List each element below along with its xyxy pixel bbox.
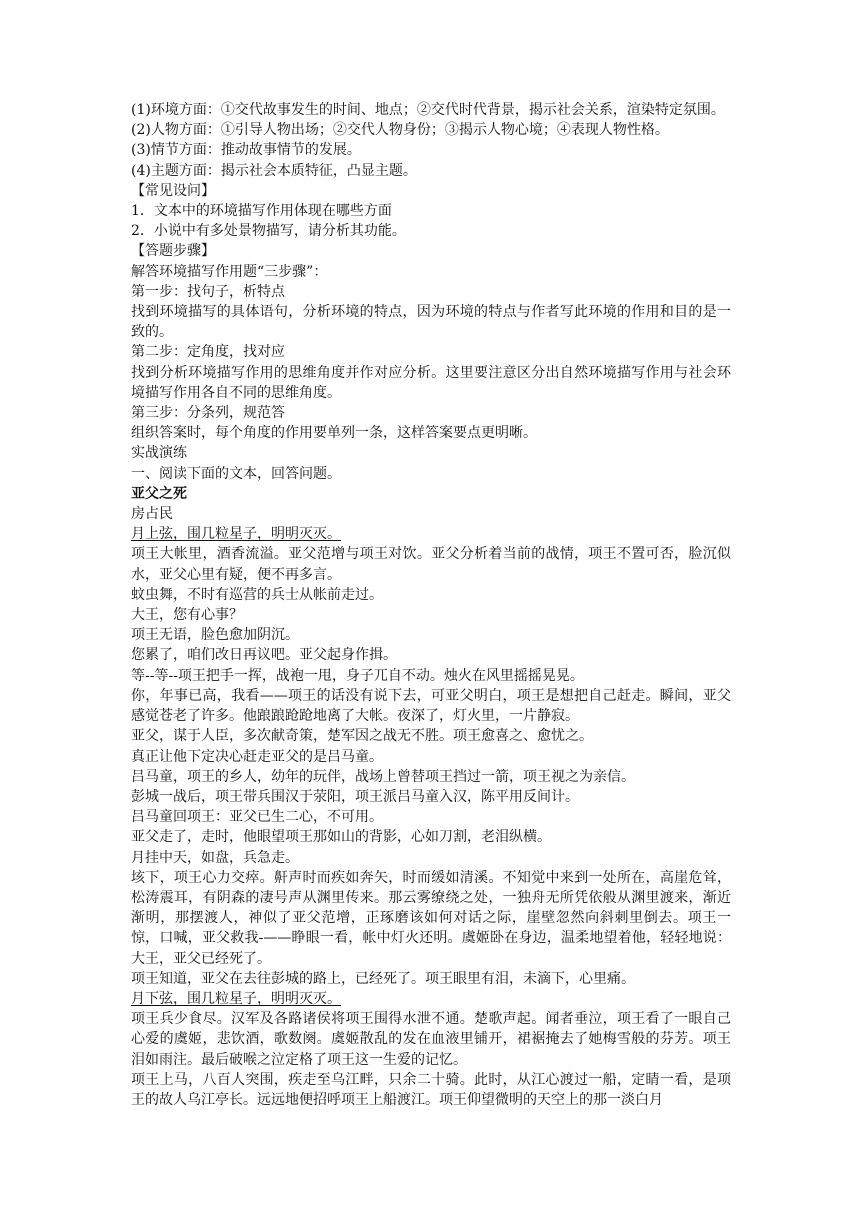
step-1-body: 找到环境描写的具体语句，分析环境的特点，因为环境的特点与作者写此环境的作用和目的是一致的。 [131, 304, 731, 341]
story-paragraph-14: 亚父走了，走时，他眼望项王那如山的背影，心如刀割，老泪纵横。 [131, 829, 551, 846]
question-2: 2．小说中有多处景物描写，请分析其功能。 [131, 223, 406, 240]
paragraph-plot-role: (3)情节方面：推动故事情节的发展。 [131, 142, 361, 159]
story-paragraph-5: 项王无语，脸色愈加阴沉。 [131, 627, 299, 644]
story-paragraph-9: 亚父，谋于人臣，多次献奇策，楚军因之战无不胜。项王愈喜之、愈忧之。 [131, 728, 593, 745]
paragraph-theme-role: (4)主题方面：揭示社会本质特征，凸显主题。 [131, 162, 417, 179]
step-2-body: 找到分析环境描写作用的思维角度并作对应分析。这里要注意区分出自然环境描写作用与社会环境描写作用各自不同的思维角度。 [131, 364, 731, 401]
story-paragraph-10: 真正让他下定决心赶走亚父的是吕马童。 [131, 748, 383, 765]
three-steps-intro: 解答环境描写作用题“三步骤”： [131, 263, 328, 280]
section-heading-common-questions: 【常见设问】 [131, 182, 215, 199]
document-page [131, 100, 731, 1110]
step-2-title: 第二步：定角度，找对应 [131, 344, 285, 361]
paragraph-character-role: (2)人物方面：①引导人物出场；②交代人物身份；③揭示人物心境；④表现人物性格。 [131, 122, 669, 139]
story-paragraph-13: 吕马童回项王：亚父已生二心，不可用。 [131, 809, 383, 826]
practice-heading: 实战演练 [131, 445, 187, 462]
story-paragraph-19: 项王兵少食尽。汉军及各路诸侯将项王围得水泄不通。楚歌声起。闻者垂泣，项王看了一眼自己心爱的虞姬，悲饮酒，歌数阕。虞姬散乱的发在血液里铺开，裙裾掩去了她梅雪般的芬芳。项王泪如雨注。最后破喉之泣定格了项王这一生爱的记忆。 [131, 1011, 731, 1068]
underlined-moon-sentence-2: 月下弦，围几粒星子，明明灭灭。 [131, 990, 341, 1007]
underlined-moon-sentence-1: 月上弦，围几粒星子，明明灭灭。 [131, 526, 341, 543]
story-author: 房占民 [131, 506, 173, 523]
story-paragraph-2: 项王大帐里，酒香流溢。亚父范增与项王对饮。亚父分析着当前的战情，项王不置可否，脸沉似水，亚父心里有疑，便不再多言。 [131, 546, 731, 583]
step-3-title: 第三步：分条列，规范答 [131, 405, 285, 422]
reading-instruction: 一、阅读下面的文本，回答问题。 [131, 465, 341, 482]
story-paragraph-12: 彭城一战后，项王带兵围汉于荥阳，项王派吕马童入汉，陈平用反间计。 [131, 788, 579, 805]
step-3-body: 组织答案时，每个角度的作用要单列一条，这样答案要点更明晰。 [131, 425, 537, 442]
story-paragraph-18 [131, 989, 731, 1009]
paragraph-environment-role: (1)环境方面：①交代故事发生的时间、地点；②交代时代背景，揭示社会关系，渲染特定氛围。 [131, 102, 725, 118]
step-1-title: 第一步：找句子，析特点 [131, 283, 285, 300]
story-paragraph-1 [131, 524, 731, 544]
story-title: 亚父之死 [131, 485, 187, 502]
story-paragraph-20: 项王上马，八百人突围，疾走至乌江畔，只余二十骑。此时，从江心渡过一船，定睛一看，是项王的故人乌江亭长。远远地便招呼项王上船渡江。项王仰望微明的天空上的那一淡白月 [131, 1071, 731, 1108]
story-paragraph-4: 大王，您有心事？ [131, 607, 243, 624]
story-paragraph-6: 您累了，咱们改日再议吧。亚父起身作揖。 [131, 647, 397, 664]
section-heading-answer-steps: 【答题步骤】 [131, 243, 215, 260]
story-paragraph-8: 你，年事已高，我看——项王的话没有说下去，可亚父明白，项王是想把自己赶走。瞬间，亚父感觉苍老了许多。他踉踉跄跄地离了大帐。夜深了，灯火里，一片静寂。 [131, 687, 731, 725]
question-1: 1．文本中的环境描写作用体现在哪些方面 [131, 203, 392, 220]
story-paragraph-15: 月挂中天，如盘，兵急走。 [131, 849, 299, 866]
story-paragraph-16: 垓下，项王心力交瘁。鼾声时而疾如奔矢，时而缓如清溪。不知觉中来到一处所在，高崖危耸，松涛震耳，有阴森的凄号声从渊里传来。那云雾缭绕之处，一独舟无所凭依般从渊里渡来，渐近渐明，那摆渡人，神似了亚父范增，正琢磨该如何对话之际，崖壁忽然向斜刺里倒去。项王一惊，口喊，亚父救我-——睁眼一看，帐中灯火还明。虞姬卧在身边，温柔地望着他，轻轻地说：大王，亚父已经死了。 [131, 869, 731, 967]
story-paragraph-17: 项王知道，亚父在去往彭城的路上，已经死了。项王眼里有泪，未滴下，心里痛。 [131, 970, 635, 987]
story-paragraph-3: 蚊虫舞，不时有巡营的兵士从帐前走过。 [131, 586, 383, 603]
story-paragraph-7: 等--等--项王把手一挥，战袍一甩，身子兀自不动。烛火在风里摇摇晃晃。 [131, 667, 584, 684]
story-paragraph-11: 吕马童，项王的乡人，幼年的玩伴，战场上曾替项王挡过一箭，项王视之为亲信。 [131, 768, 635, 785]
